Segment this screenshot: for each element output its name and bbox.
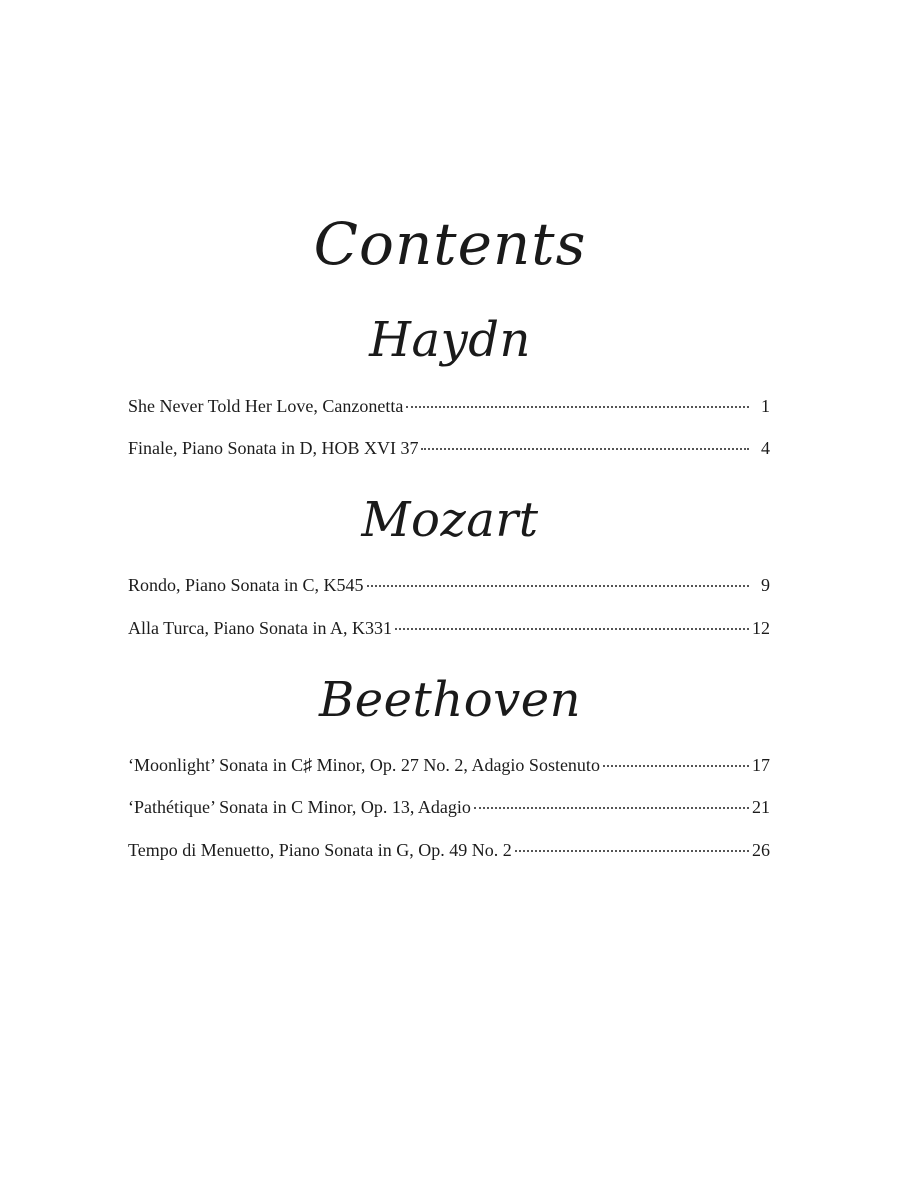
toc-entry-title: ‘Pathétique’ Sonata in C Minor, Op. 13, Adagio <box>128 797 471 817</box>
composer-heading-mozart: Mozart <box>361 492 539 548</box>
toc-entry <box>128 575 770 599</box>
toc-entry-title: Alla Turca, Piano Sonata in A, K331 <box>128 618 392 638</box>
toc-entry <box>128 618 770 642</box>
toc-entry-page: 26 <box>752 840 770 860</box>
toc-entry-page: 9 <box>761 575 770 595</box>
toc-entry <box>128 797 770 821</box>
toc-entry-page: 21 <box>752 797 770 817</box>
page-title: Contents <box>313 210 587 278</box>
dot-leader <box>395 628 749 630</box>
dot-leader <box>367 585 749 587</box>
dot-leader <box>603 765 749 767</box>
toc-entry-page: 17 <box>752 755 770 775</box>
toc-entry <box>128 396 770 420</box>
dot-leader <box>421 448 749 450</box>
composer-heading-haydn: Haydn <box>369 312 531 368</box>
toc-entry-title: Tempo di Menuetto, Piano Sonata in G, Op. 49 No. 2 <box>128 840 512 860</box>
toc-entry-title: She Never Told Her Love, Canzonetta <box>128 396 404 416</box>
composer-heading-beethoven: Beethoven <box>318 672 582 728</box>
toc-entry <box>128 755 770 779</box>
toc-entry <box>128 438 770 462</box>
toc-entry-title: ‘Moonlight’ Sonata in C♯ Minor, Op. 27 No. 2, Adagio Sostenuto <box>128 755 600 775</box>
toc-entry-page: 4 <box>761 438 770 458</box>
toc-entry-page: 12 <box>752 618 770 638</box>
toc-entry-title: Finale, Piano Sonata in D, HOB XVI 37 <box>128 438 419 458</box>
dot-leader <box>474 807 749 809</box>
toc-entry-page: 1 <box>761 396 770 416</box>
toc-entry-title: Rondo, Piano Sonata in C, K545 <box>128 575 364 595</box>
toc-entry <box>128 840 770 864</box>
dot-leader <box>406 406 749 408</box>
dot-leader <box>515 850 749 852</box>
